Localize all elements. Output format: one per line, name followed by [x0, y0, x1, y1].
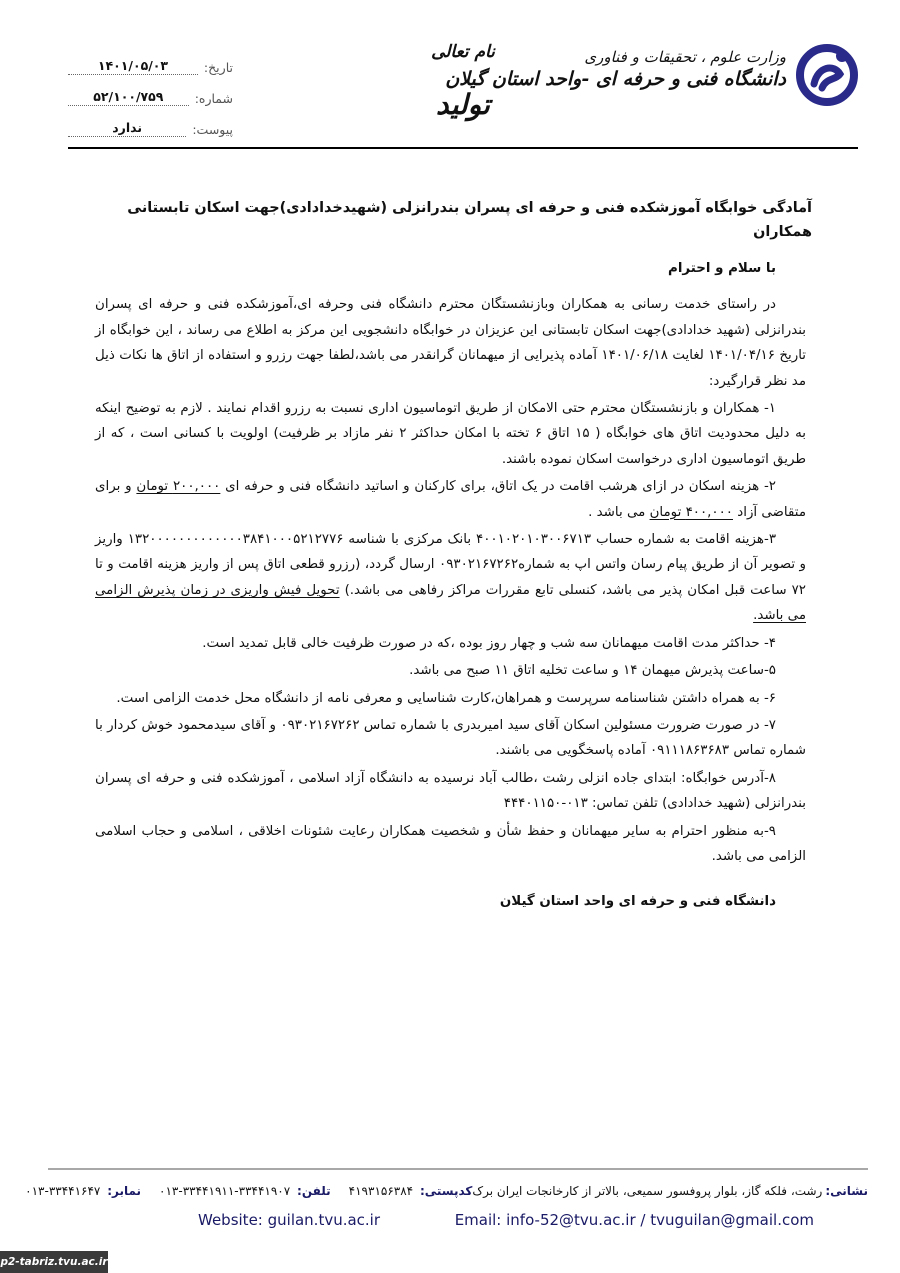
website-link[interactable]: Website: guilan.tvu.ac.ir: [198, 1211, 381, 1229]
letter-meta: [68, 44, 233, 137]
item-5: ۵-ساعت پذیرش میهمان ۱۴ و ساعت تخلیه اتاق ۱۱ صبح می باشد.: [409, 663, 776, 679]
item-3: [95, 527, 806, 629]
postal-code: ۴۱۹۳۱۵۶۳۸۴: [348, 1184, 414, 1198]
salutation: با سلام و احترام: [668, 261, 776, 276]
letterhead: [68, 30, 858, 148]
number-row: [68, 75, 233, 106]
footer-divider: [48, 1168, 868, 1170]
postal-segment: [349, 1184, 473, 1198]
item-2-public-price: ۴۰۰,۰۰۰ تومان: [649, 504, 733, 520]
footer-web-line: [48, 1204, 868, 1236]
source-badge: p2-tabriz.tvu.ac.ir: [0, 1251, 108, 1273]
item-3-receipt-note: تحویل فیش واریزی در زمان پذیرش الزامی می باشد.: [95, 582, 806, 624]
item-4: ۴- حداکثر مدت اقامت میهمانان سه شب و چهار روز بوده ،که در صورت ظرفیت خالی قابل تمدید است.: [202, 635, 776, 651]
item-6: ۶- به همراه داشتن شناسنامه سرپرست و همراهان،کارت شناسایی و معرفی نامه از دانشگاه محل خدمت الزامی است.: [116, 690, 776, 706]
fax-label: نمابر:: [107, 1184, 142, 1198]
phone-segment: [159, 1184, 331, 1198]
emblem-bottom-text: تولید: [436, 88, 490, 121]
university-name: دانشگاه فنی و حرفه ای -واحد استان گیلان: [445, 68, 786, 90]
intro-paragraph: در راستای خدمت رسانی به همکاران وبازنشستگان محترم دانشگاه فنی وحرفه ای،آموزشکده فنی و حرفه ای پسران بندرانزلی (شهید خدادادی)جهت اسکان تابستانی این عزیزان در خوابگاه دانشجویی این مرکز به اطلاع می رساند ، این خوابگاه از تاریخ ۱۴۰۱/۰۴/۱۶ لغایت ۱۴۰۱/۰۶/۱۸ آماده پذیرایی از میهمانان گرانقدر می باشد،لطفا جهت رزرو و استفاده از اتاق ها نکات ذیل مد نظر قرارگیرد:: [95, 297, 806, 389]
ministry-name: وزارت علوم ، تحقیقات و فناوری: [584, 48, 786, 66]
item-2-text-c: می باشد .: [588, 504, 646, 520]
fax-number: ۳۳۴۴۱۶۴۷-۰۱۳: [25, 1184, 101, 1198]
date-row: [68, 44, 233, 75]
email-link[interactable]: Email: info-52@tvu.ac.ir / tvuguilan@gmail.com: [454, 1211, 814, 1229]
item-8: ۸-آدرس خوابگاه: ابتدای جاده انزلی رشت ،طالب آباد نرسیده به دانشگاه آزاد اسلامی ، آموزشکده فنی و حرفه ای پسران بندرانزلی (شهید خدادادی) تلفن تماس: ۰۱۳-۴۴۴۰۱۱۵۰: [95, 770, 806, 812]
item-1: ۱- همکاران و بازنشستگان محترم حتی الامکان از طریق اتوماسیون اداری نسبت به رزرو اقدام نمایند . لازم به توضیح اینکه به دلیل محدودیت اتاق های خوابگاه ( ۱۵ اتاق ۶ تخته با امکان حداکثر ۲ نفر مازاد بر ظرفیت) اولویت با کسانی است ، که از طریق اتوماسیون اداری درخواست اسکان نموده باشند.: [95, 401, 806, 467]
item-2: [95, 474, 806, 525]
university-logo-icon: [796, 44, 858, 106]
header-divider: [68, 147, 858, 149]
attachment-label: پیوست:: [192, 122, 233, 137]
date-value: ۱۴۰۱/۰۵/۰۳: [68, 58, 198, 75]
postal-label: کدپستی:: [419, 1184, 473, 1198]
item-9: ۹-به منظور احترام به سایر میهمانان و حفظ شأن و شخصیت همکاران رعایت شئونات اخلاقی ، اسلامی و حجاب اسلامی الزامی می باشد.: [95, 823, 806, 864]
number-label: شماره:: [194, 91, 233, 106]
attachment-row: [68, 106, 233, 137]
footer-contact-line: [25, 1178, 868, 1204]
fax-segment: [25, 1184, 141, 1198]
letter-footer: [25, 1168, 868, 1236]
item-3-text: ۳-هزینه اقامت به شماره حساب ۴۰۰۱۰۲۰۱۰۳۰۰۶۷۱۳ بانک مرکزی با شناسه ۱۳۲۰۰۰۰۰۰۰۰۰۰۰۰۰۳۸۴۱۰۰۰۵۲۱۲۷۷۶ واریز و تصویر آن از طریق پیام رسان واتس اپ به شماره۰۹۳۰۲۱۶۷۲۶۲ ارسال گردد، (رزرو قطعی اتاق پس از واریز هزینه اقامت و تا ۷۲ ساعت قبل امکان پذیر می باشد، کنسلی تابع مقررات مراکز رفاهی می باشد.): [95, 532, 806, 598]
item-2-text-b: و برای متقاضی آزاد: [95, 479, 806, 520]
number-value: ۵۲/۱۰۰/۷۵۹: [68, 89, 189, 106]
item-7: ۷- در صورت ضرورت مسئولین اسکان آقای سید امیربدری با شماره تماس ۰۹۳۰۲۱۶۷۲۶۲ و آقای سیدمحمود خوش کردار با شماره تماس ۰۹۱۱۱۸۶۳۶۸۳ آماده پاسخگویی می باشند.: [95, 717, 806, 759]
letter-title: آمادگی خوابگاه آموزشکده فنی و حرفه ای پسران بندرانزلی (شهیدخدادادی)جهت اسکان تابستانی همکاران: [127, 200, 812, 240]
item-2-staff-price: ۲۰۰,۰۰۰ تومان: [136, 479, 221, 495]
address-label: نشانی:: [825, 1184, 868, 1198]
item-2-text-a: ۲- هزینه اسکان در ازای هرشب اقامت در یک اتاق، برای کارکنان و اساتید دانشگاه فنی و حرفه ای: [225, 479, 776, 495]
date-label: تاریخ:: [203, 60, 233, 75]
attachment-value: ندارد: [68, 120, 186, 137]
calligraphy-emblem: [423, 42, 503, 142]
emblem-top-text: نام تعالی: [431, 42, 495, 62]
letter-body: [95, 196, 812, 915]
address-text: رشت، فلکه گاز، بلوار پروفسور سمیعی، بالاتر از کارخانجات ایران برک: [472, 1184, 823, 1198]
phone-number: ۳۳۴۴۱۹۰۷-۳۳۴۴۱۹۱۱-۰۱۳: [159, 1184, 291, 1198]
signature: دانشگاه فنی و حرفه ای واحد استان گیلان: [499, 894, 776, 910]
phone-label: تلفن:: [297, 1184, 331, 1198]
